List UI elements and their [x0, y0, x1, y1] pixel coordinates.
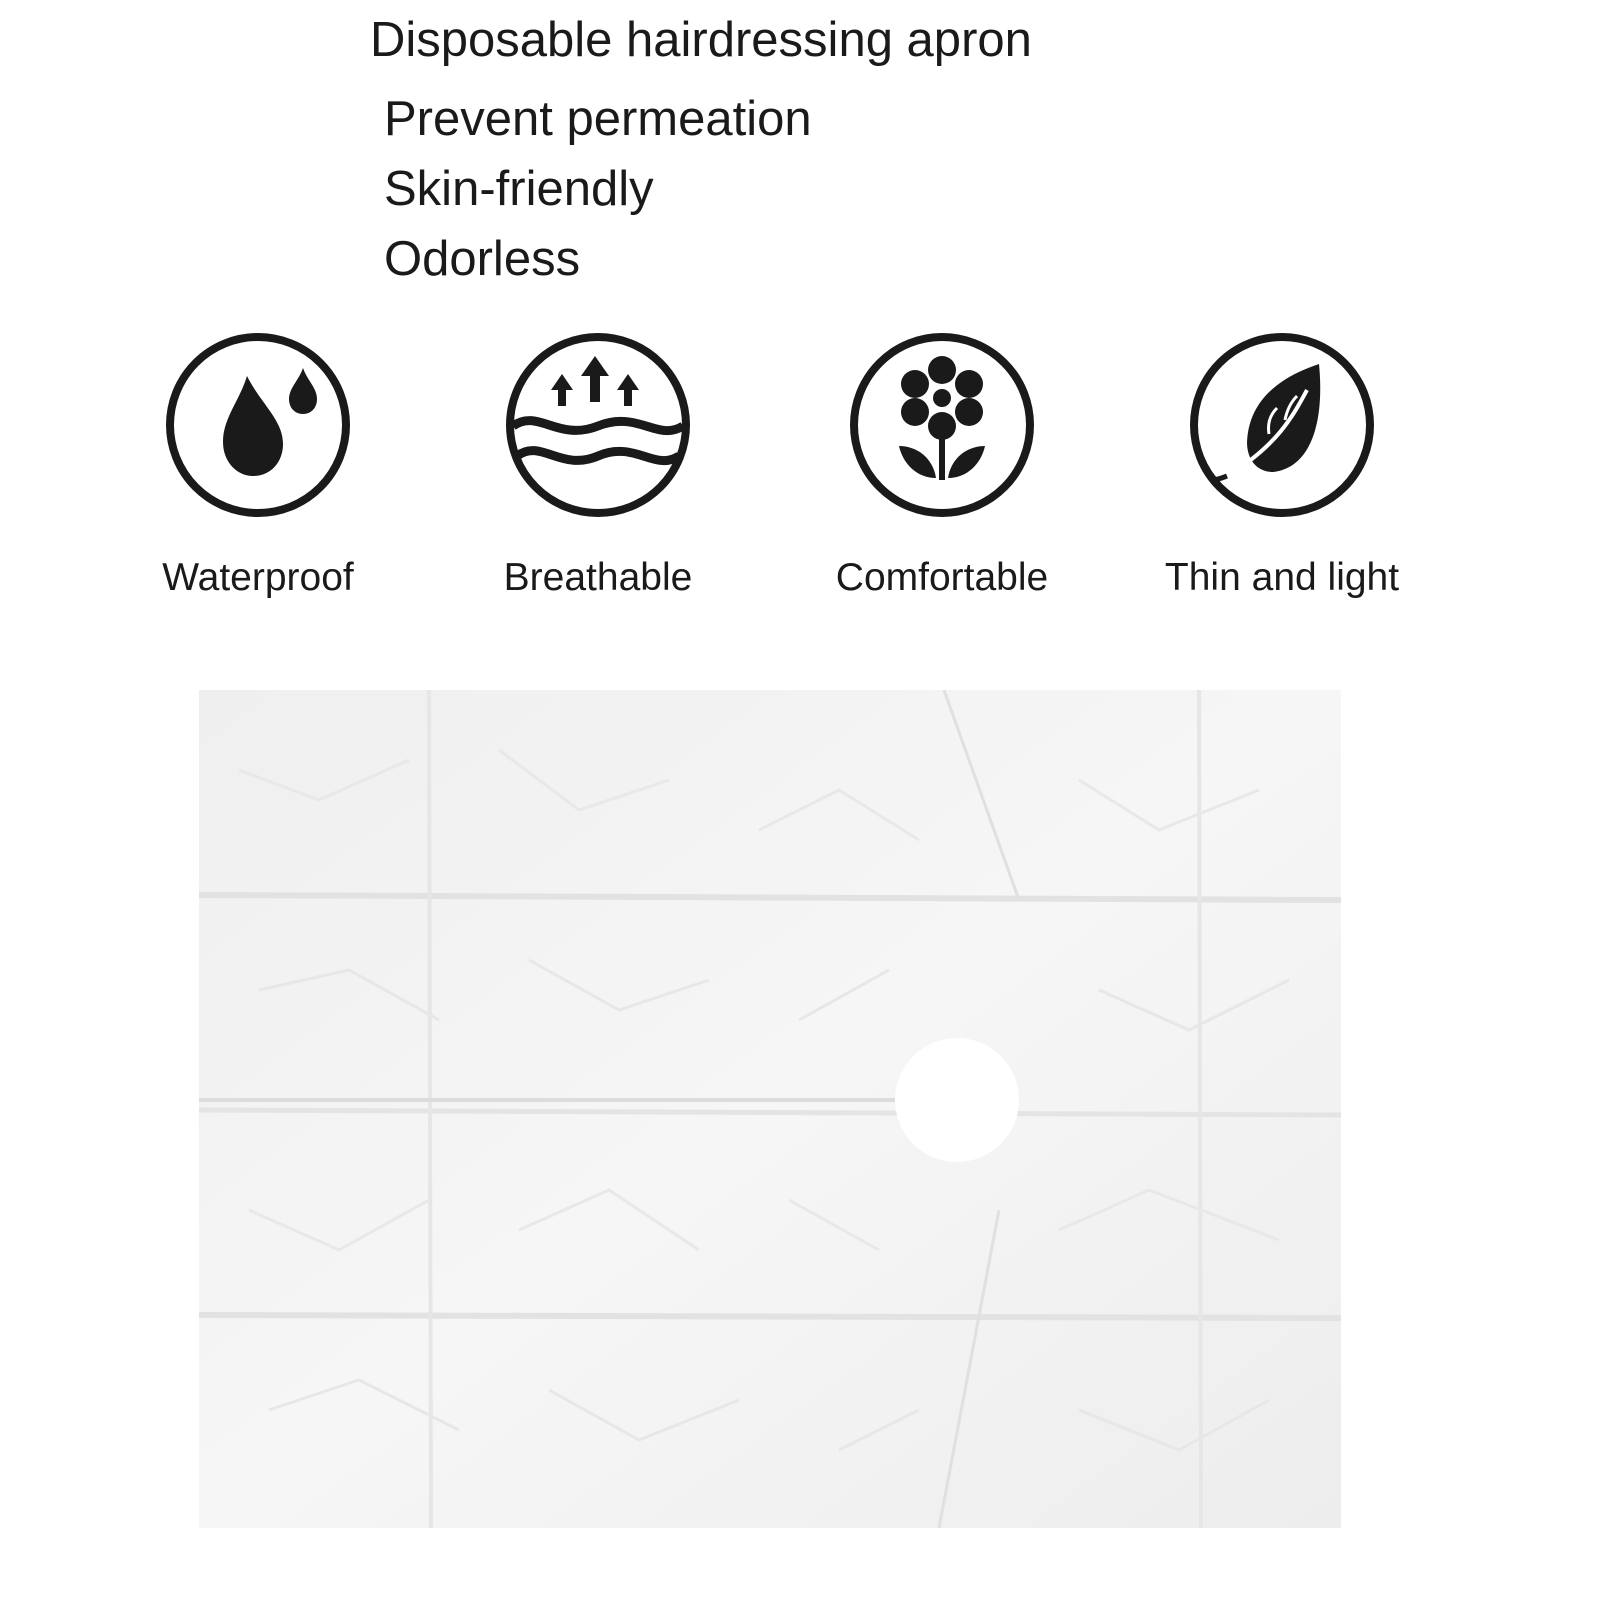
badge-label: Waterproof [162, 556, 354, 599]
water-drops-icon [163, 330, 353, 520]
badge-label: Thin and light [1164, 556, 1400, 599]
flower-icon [847, 330, 1037, 520]
feature-item: Skin-friendly [384, 162, 654, 216]
page-title: Disposable hairdressing apron [370, 13, 1032, 67]
transparent-apron-sheet [199, 690, 1341, 1528]
feature-badges [0, 330, 1601, 610]
breathable-arrows-waves-icon [503, 330, 693, 520]
badge-label: Comfortable [835, 556, 1049, 599]
badge-label: Breathable [503, 556, 693, 599]
badge-comfortable [792, 330, 1092, 610]
feature-item: Prevent permeation [384, 92, 812, 146]
leaf-icon [1187, 330, 1377, 520]
feature-list [384, 84, 812, 294]
apron-product-image [199, 690, 1341, 1528]
feature-item: Odorless [384, 232, 581, 286]
badge-thin-and-light [1132, 330, 1432, 610]
badge-waterproof [108, 330, 408, 610]
badge-breathable [448, 330, 748, 610]
